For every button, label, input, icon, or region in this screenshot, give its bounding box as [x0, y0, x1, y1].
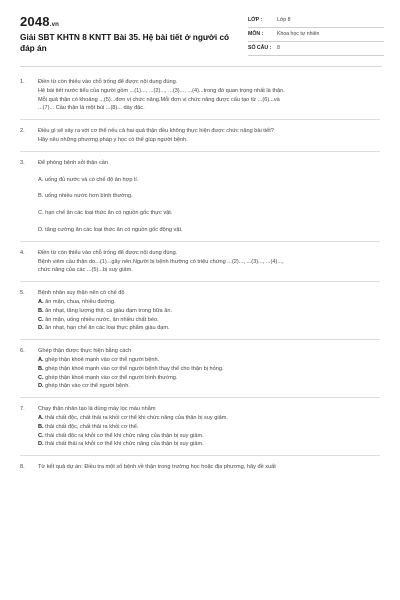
question-4	[20, 249, 380, 275]
option-text: thải chất thải ra khỏi cơ thể khi chức năng của thận bị suy giảm.	[45, 441, 204, 448]
answer-option-d	[38, 226, 380, 235]
question-number: 2.	[20, 128, 25, 135]
question-text: Ghép thận được thực hiện bằng cách	[38, 348, 132, 355]
option-label: A.	[38, 176, 44, 183]
option-text: uống nhiều nước hơn bình thường.	[44, 193, 133, 200]
question-divider	[20, 281, 380, 282]
option-text: ăn mặn, uống nhiều nước, ăn nhiều chất béo.	[45, 316, 159, 323]
question-7	[20, 405, 380, 449]
question-8	[20, 463, 380, 472]
answer-option-c	[38, 209, 380, 218]
question-1	[20, 78, 380, 113]
question-6	[20, 347, 380, 391]
question-divider	[20, 119, 380, 120]
meta-row-question-count	[248, 42, 384, 56]
question-divider	[20, 397, 380, 398]
question-divider	[20, 241, 380, 242]
meta-row-grade	[248, 14, 384, 28]
option-text: tăng cường ăn các loại thức ăn có nguồn gốc động vật.	[45, 226, 183, 233]
option-text: ghép thận khoẻ mạnh vào cơ thể người bình thường.	[45, 374, 178, 381]
option-label: D.	[38, 226, 44, 233]
option-label: A.	[38, 356, 44, 363]
question-number: 3.	[20, 159, 25, 166]
meta-table	[248, 14, 384, 56]
option-label: B.	[38, 365, 44, 372]
question-text: Điền từ còn thiếu vào chỗ trống để được nội dung đúng.	[38, 249, 178, 256]
question-divider	[20, 151, 380, 152]
question-list	[20, 78, 380, 472]
option-label: A.	[38, 298, 44, 305]
question-text: Bệnh viêm cầu thận do...(1)...gây nên.Người bị bệnh thường có triệu chứng ...(2)..., ...(3)..., ...(4)...,	[38, 258, 284, 265]
question-divider	[20, 455, 380, 456]
option-text: ăn nhạt, tăng lượng thịt, cá giàu đạm trong bữa ăn.	[45, 307, 172, 314]
option-label: C.	[38, 374, 44, 381]
question-text: Từ kết quả dự án: Điều tra một số bệnh về thận trong trường học hoặc địa phương, hãy đề xuất	[38, 464, 276, 471]
answer-option-b	[38, 365, 380, 374]
question-number: 5.	[20, 290, 25, 297]
question-number: 7.	[20, 406, 25, 413]
meta-value: Khoa học tự nhiên	[277, 31, 320, 37]
question-number: 6.	[20, 348, 25, 355]
option-label: C.	[38, 210, 44, 217]
option-text: thải chất độc ra khỏi cơ thể khi chức năng của thận bị suy giảm.	[45, 432, 204, 439]
question-text: Bệnh nhân suy thận nên có chế độ	[38, 290, 125, 297]
site-logo[interactable]	[20, 14, 59, 29]
question-text: Điền từ còn thiếu vào chỗ trống để được nội dung đúng.	[38, 79, 178, 85]
question-text: Chạy thận nhân tạo là dùng máy lọc máu nhằm	[38, 406, 156, 413]
option-text: ghép thận khoẻ mạnh vào cơ thể người bệnh thay thế cho thận bị hỏng.	[45, 365, 224, 372]
option-text: ăn nhạt, hạn chế ăn các loại thực phẩm giàu đạm.	[45, 325, 170, 332]
answer-option-c	[38, 316, 380, 325]
question-text: Điều gì sẽ xảy ra với cơ thể nếu cả hai quả thận đều không thực hiện được chức năng bài tiết?	[38, 128, 274, 135]
meta-value: Lớp 8	[277, 17, 291, 23]
option-label: A.	[38, 414, 44, 421]
option-text: hạn chế ăn các loại thức ăn có nguồn gốc thực vật.	[45, 210, 173, 217]
question-text: chức năng của các ...(5)...bị suy giảm.	[38, 267, 133, 274]
option-text: ghép thận vào cơ thể người bệnh.	[45, 383, 130, 390]
question-number: 8.	[20, 464, 25, 471]
option-text: thải chất độc, chất thải ra khỏi cơ thể khi chức năng của thận bị suy giảm.	[45, 414, 228, 421]
answer-option-a	[38, 298, 380, 307]
page-title: Giải SBT KHTN 8 KNTT Bài 35. Hệ bài tiết ở người có đáp án	[20, 32, 230, 53]
answer-option-b	[38, 423, 380, 432]
question-number: 4.	[20, 249, 25, 256]
answer-option-d	[38, 382, 380, 391]
question-3	[20, 159, 380, 235]
meta-key: LỚP :	[248, 17, 263, 23]
question-text: Hãy nêu những phương pháp y học có thể giúp người bệnh.	[38, 136, 188, 143]
meta-value: 8	[277, 45, 280, 51]
question-text: Hệ bài tiết nước tiểu của người gồm ...(1)..., ...(2)..., ...(3)..., ...(4)...trong đó quan trọng nhất là thận.	[38, 87, 285, 94]
option-label: D.	[38, 383, 44, 390]
option-text: ăn mặn, chua, nhiều đường.	[45, 298, 116, 305]
question-divider	[20, 339, 380, 340]
answer-option-c	[38, 374, 380, 383]
answer-option-b	[38, 307, 380, 316]
option-label: C.	[38, 316, 44, 323]
page-header	[20, 14, 390, 60]
option-text: uống đủ nước và có chế độ ăn hợp lí.	[44, 176, 139, 183]
answer-option-a	[38, 414, 380, 423]
option-text: ghép thận khoẻ mạnh vào cơ thể người bệnh.	[45, 356, 160, 363]
question-number: 1.	[20, 79, 25, 85]
question-2	[20, 127, 380, 145]
answer-option-d	[38, 324, 380, 333]
option-label: B.	[38, 193, 44, 200]
question-text: Để phòng bệnh sỏi thận cần	[38, 159, 108, 166]
meta-row-subject	[248, 28, 384, 42]
option-label: D.	[38, 441, 44, 448]
meta-key: MÔN :	[248, 31, 264, 37]
option-label: B.	[38, 307, 44, 314]
meta-key: SỐ CÂU :	[248, 45, 272, 51]
question-text: Mỗi quả thận có khoảng ...(5)...đơn vị chức năng.Mỗi đơn vị chức năng được cấu tạo từ ...(6)...và	[38, 96, 280, 103]
logo-text: 2048	[20, 14, 50, 29]
header-divider	[20, 66, 382, 67]
question-5	[20, 289, 380, 333]
logo-tld: .vn	[49, 22, 60, 28]
answer-option-c	[38, 432, 380, 441]
option-text: thải chất độc, chất thải ra khỏi cơ thể.	[45, 423, 139, 430]
option-label: D.	[38, 325, 44, 332]
option-label: B.	[38, 423, 44, 430]
option-label: C.	[38, 432, 44, 439]
answer-option-b	[38, 192, 380, 201]
answer-option-d	[38, 440, 380, 449]
answer-option-a	[38, 356, 380, 365]
answer-option-a	[38, 176, 380, 185]
question-text: ...(7)... Cầu thận là một búi ...(8)... dày đặc.	[38, 105, 145, 112]
